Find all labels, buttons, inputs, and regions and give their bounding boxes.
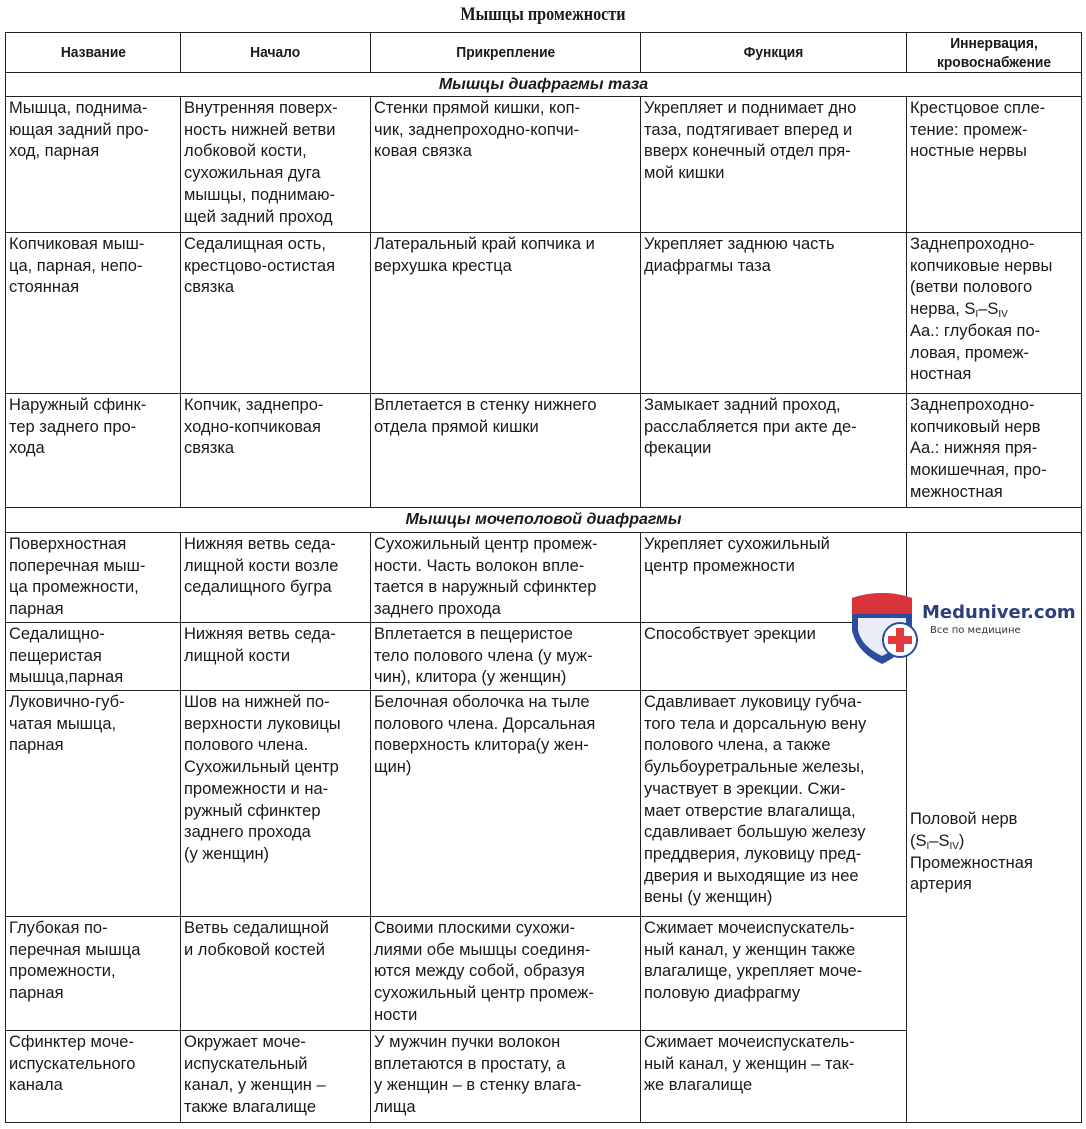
cell-origin: Окружает моче- испускательный канал, у женщин – также влагалище <box>181 1031 371 1123</box>
cell-origin: Нижняя ветвь седа- лищной кости <box>181 623 371 691</box>
cell-function: Сдавливает луковицу губча- того тела и дорсальную вену полового члена, а также бульбоуретральные железы, участвует в эрекции. Сжи- мает отверстие влагалища, сдавливает большую железу преддверия, луковицу пред- дверия и выходящие из нее вены (у женщин) <box>641 691 907 917</box>
section-row <box>6 508 1082 533</box>
cell-innervation: Заднепроходно- копчиковые нервы (ветви полового нерва, $S_I-S_{IV}$ Aa.: глубокая по- ловая, промеж- ностная <box>907 233 1082 394</box>
cell-name: Копчиковая мыш- ца, парная, непо- стоянная <box>6 233 181 394</box>
cell-name: Сфинктер моче- испускательного канала <box>6 1031 181 1123</box>
table-row <box>6 97 1082 233</box>
cell-insertion: Вплетается в стенку нижнего отдела прямой кишки <box>371 394 641 508</box>
column-header-origin <box>181 33 371 73</box>
cell-name: Глубокая по- перечная мышца промежности, парная <box>6 917 181 1031</box>
section-title: Мышцы мочеполовой диафрагмы <box>6 508 1082 533</box>
cell-insertion: Латеральный край копчика и верхушка крестца <box>371 233 641 394</box>
column-header-innervation <box>907 33 1082 73</box>
cell-origin: Внутренняя поверх- ность нижней ветви лобковой кости, сухожильная дуга мышцы, поднимаю- щей задний проход <box>181 97 371 233</box>
column-header-name <box>6 33 181 73</box>
cell-innervation: Заднепроходно- копчиковый нерв Aa.: нижняя пря- мокишечная, про- межностная <box>907 394 1082 508</box>
cell-innervation-shared: Половой нерв $(S_I-S_{IV})$ Промежностная артерия <box>907 533 1082 1123</box>
cell-origin: Копчик, заднепро- ходно-копчиковая связка <box>181 394 371 508</box>
cell-function: Укрепляет заднюю часть диафрагмы таза <box>641 233 907 394</box>
column-header-label: Название <box>60 44 126 61</box>
cell-name: Мышца, поднима- ющая задний про- ход, парная <box>6 97 181 233</box>
meduniver-logo <box>848 590 1076 666</box>
cell-origin: Нижняя ветвь седа- лищной кости возле седалищного бугра <box>181 533 371 623</box>
column-header-label: Прикрепление <box>456 44 555 61</box>
cell-function: Замыкает задний проход, расслабляется при акте де- фекации <box>641 394 907 508</box>
muscles-table <box>5 32 1082 1123</box>
cell-insertion: Стенки прямой кишки, коп- чик, заднепроходно-копчи- ковая связка <box>371 97 641 233</box>
table-row <box>6 233 1082 394</box>
logo-tagline: Все по медицине <box>930 625 1021 636</box>
cell-function: Укрепляет сухожильный центр промежности <box>641 533 907 623</box>
cell-function: Сжимает мочеиспускатель- ный канал, у женщин – так- же влагалище <box>641 1031 907 1123</box>
column-header-insertion <box>371 33 641 73</box>
cell-insertion: У мужчин пучки волокон вплетаются в простату, а у женщин – в стенку влага- лища <box>371 1031 641 1123</box>
section-title: Мышцы диафрагмы таза <box>6 73 1082 97</box>
cell-origin: Шов на нижней по- верхности луковицы полового члена. Сухожильный центр промежности и на- ружный сфинктер заднего прохода (у женщин) <box>181 691 371 917</box>
cell-name: Поверхностная поперечная мыш- ца промежности, парная <box>6 533 181 623</box>
section-row <box>6 73 1082 97</box>
cell-name: Седалищно- пещеристая мышца,парная <box>6 623 181 691</box>
cell-innervation: Крестцовое спле- тение: промеж- ностные нервы <box>907 97 1082 233</box>
column-header-label: Иннервация, кровоснабжение <box>936 34 1052 71</box>
cell-function: Способствует эрекции <box>641 623 907 691</box>
page-title: Мышцы промежности <box>460 4 626 25</box>
cell-function: Сжимает мочеиспускатель- ный канал, у женщин также влагалище, укрепляет моче- половую диафрагму <box>641 917 907 1031</box>
column-header-label: Начало <box>250 44 301 61</box>
table-row <box>6 394 1082 508</box>
cell-origin: Ветвь седалищной и лобковой костей <box>181 917 371 1031</box>
column-header-label: Функция <box>743 44 804 61</box>
column-header-function <box>641 33 907 73</box>
cell-insertion: Сухожильный центр промеж- ности. Часть волокон впле- тается в наружный сфинктер заднего прохода <box>371 533 641 623</box>
cell-insertion: Своими плоскими сухожи- лиями обе мышцы соединя- ются между собой, образуя сухожильный центр промеж- ности <box>371 917 641 1031</box>
cell-function: Укрепляет и поднимает дно таза, подтягивает вперед и вверх конечный отдел пря- мой кишки <box>641 97 907 233</box>
cell-name: Луковично-губ- чатая мышца, парная <box>6 691 181 917</box>
cell-insertion: Белочная оболочка на тыле полового члена. Дорсальная поверхность клитора(у жен- щин) <box>371 691 641 917</box>
cell-insertion: Вплетается в пещеристое тело полового члена (у муж- чин), клитора (у женщин) <box>371 623 641 691</box>
logo-name: Meduniver.com <box>922 602 1076 623</box>
cell-origin: Седалищная ость, крестцово-остистая связка <box>181 233 371 394</box>
header-row <box>6 33 1082 73</box>
cell-name: Наружный сфинк- тер заднего про- хода <box>6 394 181 508</box>
